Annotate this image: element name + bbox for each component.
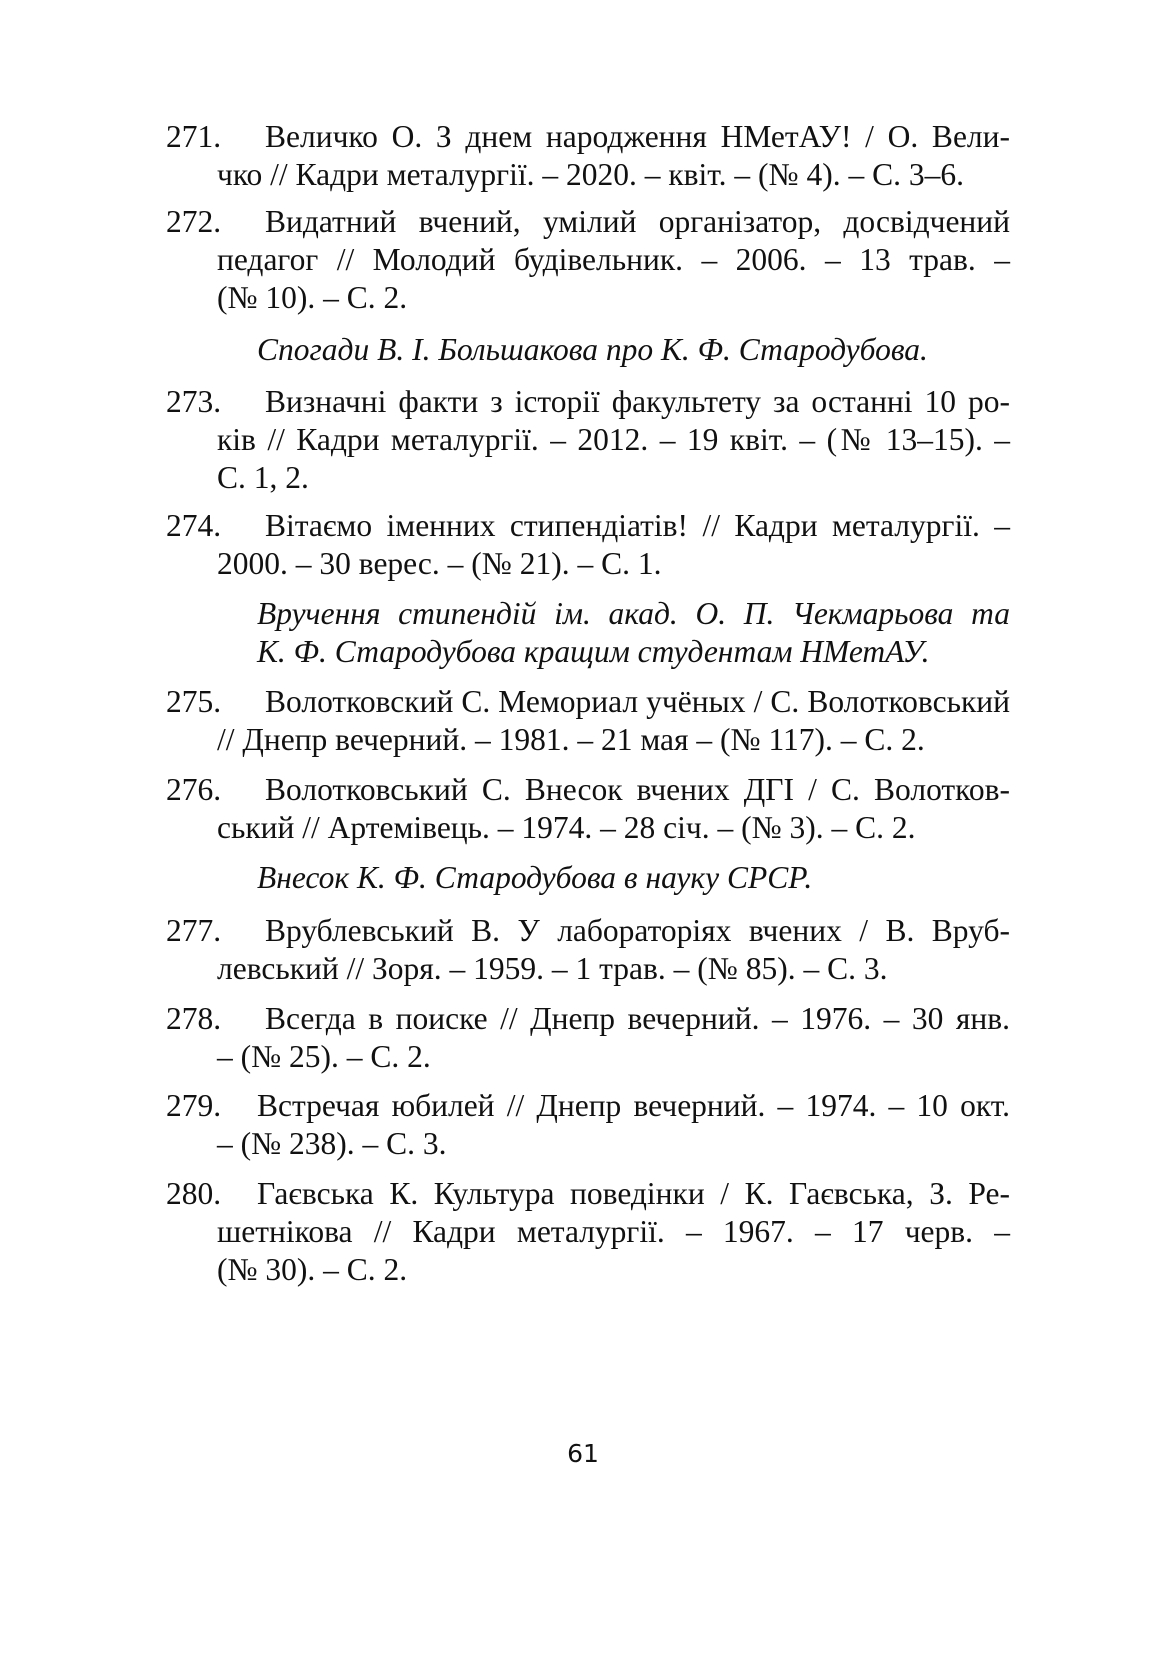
- entry-line: Гаєвська К. Культура поведінки / К. Гаєвська, З. Ре-: [257, 1176, 1010, 1211]
- entry-line: (№ 30). – С. 2.: [217, 1252, 408, 1287]
- entry-number: 278.: [166, 1001, 222, 1036]
- entry-line: ків // Кадри металургії. – 2012. – 19 квіт. – (№ 13–15). –: [217, 422, 1010, 457]
- annotation-note-276: [257, 859, 1010, 897]
- entry-number: 276.: [166, 772, 222, 807]
- bibliography-entry-276: [166, 771, 1010, 847]
- entry-number: 273.: [166, 384, 222, 419]
- entry-line: чко // Кадри металургії. – 2020. – квіт. – (№ 4). – С. 3–6.: [217, 157, 964, 192]
- note-line: Внесок К. Ф. Стародубова в науку СРСР.: [257, 860, 813, 895]
- entry-number: 275.: [166, 684, 222, 719]
- entry-line: шетнікова // Кадри металургії. – 1967. – 17 черв. –: [217, 1214, 1010, 1249]
- entry-line: – (№ 25). – С. 2.: [217, 1039, 431, 1074]
- entry-line: Волотковский С. Мемориал учёных / С. Волотковський: [265, 684, 1010, 719]
- entry-line: – (№ 238). – С. 3.: [217, 1126, 447, 1161]
- entry-line: Врублевський В. У лабораторіях вчених / В. Вруб-: [265, 913, 1010, 948]
- bibliography-entry-278: [166, 1000, 1010, 1076]
- bibliography-entry-273: [166, 383, 1010, 497]
- bibliography-entry-274: [166, 507, 1010, 583]
- entry-number: 279.: [166, 1088, 222, 1123]
- entry-line: Всегда в поиске // Днепр вечерний. – 1976. – 30 янв.: [265, 1001, 1010, 1036]
- bibliography-entry-275: [166, 683, 1010, 759]
- note-line: Вручення стипендій ім. акад. О. П. Чекмарьова та: [257, 596, 1010, 631]
- annotation-note-274: [257, 595, 1010, 671]
- entry-line: левський // Зоря. – 1959. – 1 трав. – (№ 85). – С. 3.: [217, 951, 888, 986]
- annotation-note-272: [257, 331, 1010, 369]
- page-number: 61: [567, 1439, 599, 1468]
- entry-number: 274.: [166, 508, 222, 543]
- entry-line: Вітаємо іменних стипендіатів! // Кадри металургії. –: [265, 508, 1010, 543]
- entry-line: ський // Артемівець. – 1974. – 28 січ. – (№ 3). – С. 2.: [217, 810, 916, 845]
- entry-line: Встречая юбилей // Днепр вечерний. – 1974. – 10 окт.: [257, 1088, 1010, 1123]
- entry-line: педагог // Молодий будівельник. – 2006. – 13 трав. –: [217, 242, 1010, 277]
- bibliography-entry-279: [166, 1087, 1010, 1163]
- entry-line: // Днепр вечерний. – 1981. – 21 мая – (№ 117). – С. 2.: [217, 722, 925, 757]
- entry-line: Визначні факти з історії факультету за останні 10 ро-: [265, 384, 1010, 419]
- bibliography-entry-280: [166, 1175, 1010, 1289]
- entry-line: 2000. – 30 верес. – (№ 21). – С. 1.: [217, 546, 662, 581]
- entry-line: (№ 10). – С. 2.: [217, 280, 408, 315]
- note-line: Спогади В. І. Большакова про К. Ф. Стародубова.: [257, 332, 928, 367]
- entry-number: 272.: [166, 204, 222, 239]
- entry-number: 280.: [166, 1176, 222, 1211]
- entry-line: Величко О. З днем народження НМетАУ! / О. Вели-: [265, 119, 1010, 154]
- entry-number: 271.: [166, 119, 222, 154]
- note-line: К. Ф. Стародубова кращим студентам НМетАУ.: [257, 634, 930, 669]
- entry-line: Видатний вчений, умілий організатор, досвідчений: [265, 204, 1010, 239]
- bibliography-entry-277: [166, 912, 1010, 988]
- entry-line: С. 1, 2.: [217, 460, 309, 495]
- bibliography-entry-272: [166, 203, 1010, 317]
- entry-number: 277.: [166, 913, 222, 948]
- entry-line: Волотковський С. Внесок вчених ДГІ / С. Волотков-: [265, 772, 1010, 807]
- bibliography-entry-271: [166, 118, 1010, 194]
